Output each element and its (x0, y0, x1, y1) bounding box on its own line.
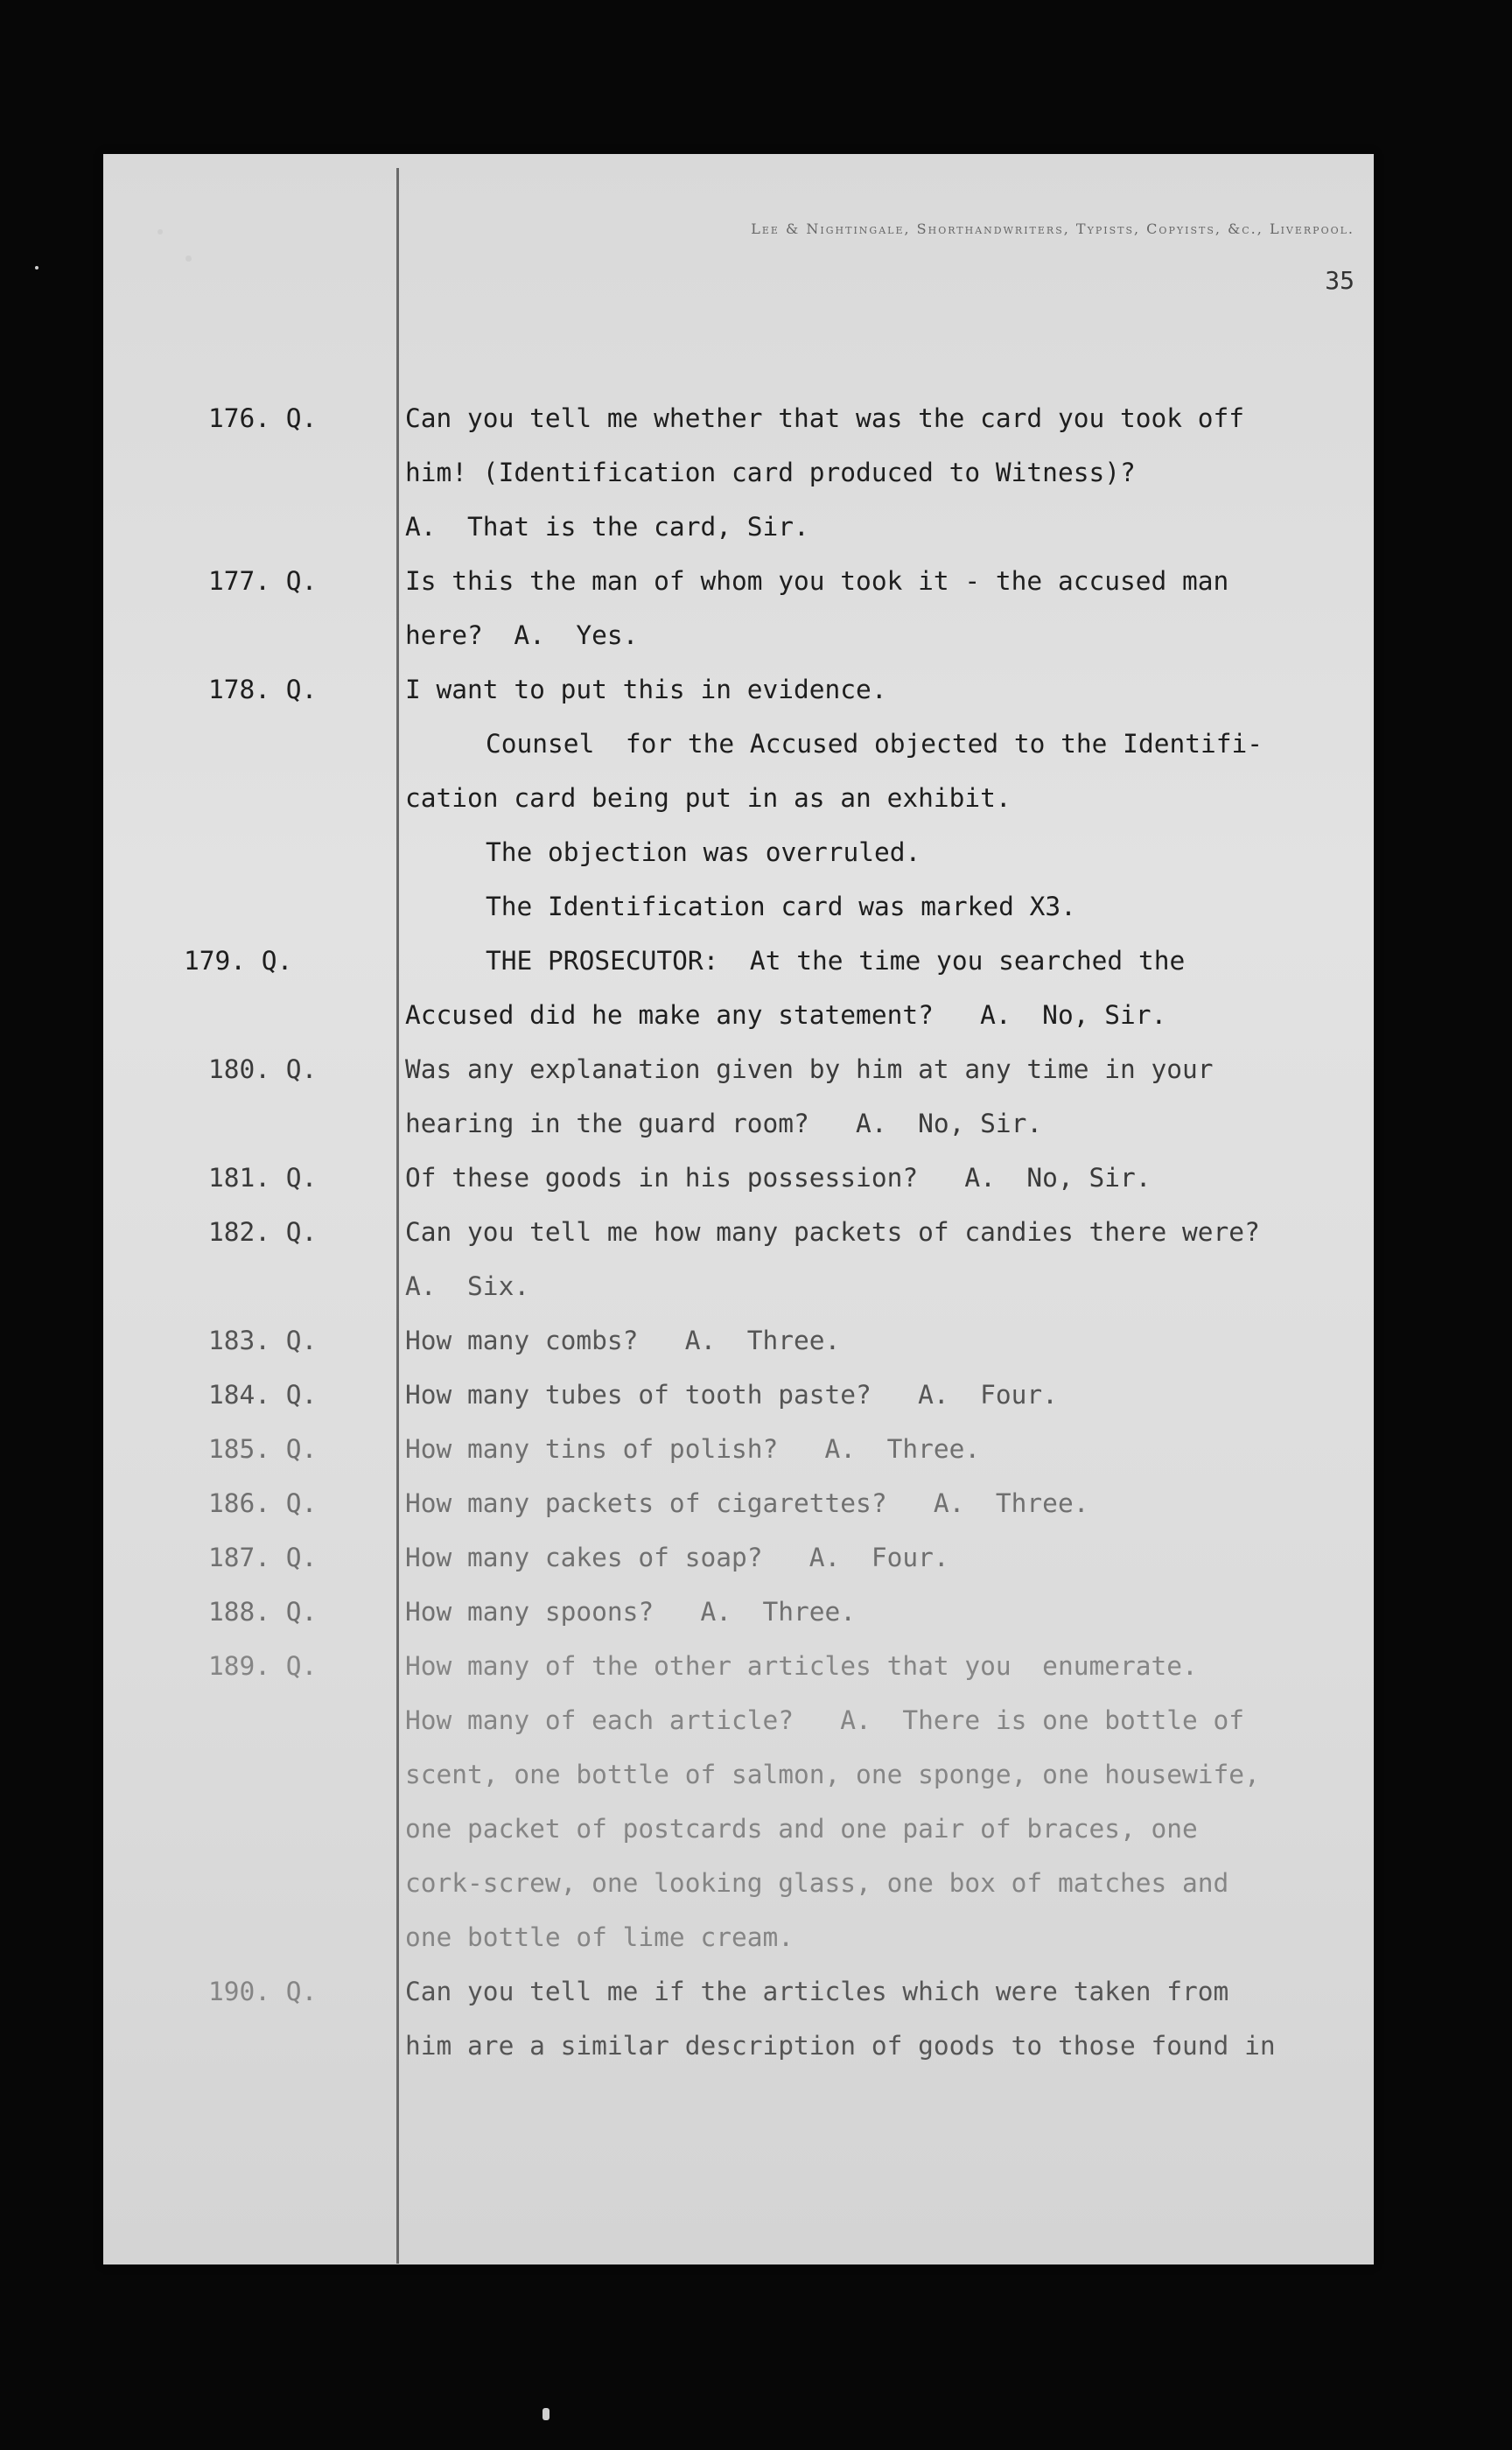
line-text: hearing in the guard room? A. No, Sir. (405, 1109, 1043, 1138)
line-text: him! (Identification card produced to Witness)? (405, 458, 1136, 487)
line-text: How many of each article? A. There is one bottle of (405, 1705, 1245, 1735)
transcript-line (103, 1531, 1374, 1584)
transcript-line (103, 1043, 1374, 1096)
transcript-line (103, 880, 1374, 933)
line-text: Was any explanation given by him at any time in your (405, 1054, 1214, 1084)
line-text: Can you tell me whether that was the card you took off (405, 403, 1245, 433)
page-number: 35 (1325, 266, 1354, 295)
transcript-line (103, 1802, 1374, 1855)
question-number: 186. Q. (208, 1488, 318, 1518)
question-number: 179. Q. (184, 946, 293, 976)
question-number: 183. Q. (208, 1326, 318, 1355)
question-number: 184. Q. (208, 1380, 318, 1410)
line-text: Of these goods in his possession? A. No, Sir. (405, 1163, 1152, 1193)
transcript-line (103, 1368, 1374, 1421)
printer-header: Lee & Nightingale, Shorthandwriters, Typists, Copyists, &c., Liverpool. (751, 220, 1354, 237)
transcript-line (103, 555, 1374, 607)
scan-speck (158, 229, 163, 234)
scan-speck (542, 2408, 550, 2420)
question-number: 187. Q. (208, 1543, 318, 1572)
transcript-line (103, 1748, 1374, 1801)
line-text: cork-screw, one looking glass, one box of matches and (405, 1868, 1229, 1898)
transcript-line (103, 1477, 1374, 1530)
transcript-line (103, 1314, 1374, 1367)
line-text: Counsel for the Accused objected to the Identifi- (486, 729, 1264, 759)
line-text: here? A. Yes. (405, 620, 639, 650)
question-number: 177. Q. (208, 566, 318, 596)
line-text: How many tubes of tooth paste? A. Four. (405, 1380, 1058, 1410)
question-number: 181. Q. (208, 1163, 318, 1193)
line-text: How many packets of cigarettes? A. Three. (405, 1488, 1089, 1518)
transcript-line (103, 1423, 1374, 1475)
document-page (103, 154, 1374, 2264)
question-number: 190. Q. (208, 1977, 318, 2006)
line-text: one bottle of lime cream. (405, 1922, 794, 1952)
transcript-line (103, 609, 1374, 662)
question-number: 188. Q. (208, 1597, 318, 1627)
question-number: 176. Q. (208, 403, 318, 433)
line-text: How many combs? A. Three. (405, 1326, 841, 1355)
scan-speck (35, 266, 38, 270)
transcript-line (103, 718, 1374, 770)
transcript-line (103, 934, 1374, 987)
line-text: I want to put this in evidence. (405, 675, 887, 704)
question-number: 185. Q. (208, 1434, 318, 1464)
transcript-line (103, 392, 1374, 444)
line-text: THE PROSECUTOR: At the time you searched the (486, 946, 1186, 976)
line-text: cation card being put in as an exhibit. (405, 783, 1012, 813)
question-number: 182. Q. (208, 1217, 318, 1247)
scan-speck (186, 256, 192, 262)
line-text: The Identification card was marked X3. (486, 892, 1076, 921)
transcript-line (103, 1857, 1374, 1909)
line-text: Is this the man of whom you took it - the accused man (405, 566, 1229, 596)
transcript-line (103, 1206, 1374, 1258)
transcript-line (103, 500, 1374, 553)
question-number: 178. Q. (208, 675, 318, 704)
line-text: Accused did he make any statement? A. No, Sir. (405, 1000, 1167, 1030)
line-text: How many spoons? A. Three. (405, 1597, 857, 1627)
line-text: Can you tell me how many packets of candies there were? (405, 1217, 1260, 1247)
line-text: How many of the other articles that you enumerate. (405, 1651, 1198, 1681)
line-text: A. That is the card, Sir. (405, 512, 809, 542)
line-text: scent, one bottle of salmon, one sponge, one housewife, (405, 1760, 1260, 1789)
transcript-line (103, 1260, 1374, 1312)
transcript-line (103, 663, 1374, 716)
line-text: How many tins of polish? A. Three. (405, 1434, 981, 1464)
transcript-line (103, 772, 1374, 824)
transcript-line (103, 1965, 1374, 2018)
question-number: 189. Q. (208, 1651, 318, 1681)
transcript-line (103, 2020, 1374, 2072)
transcript-line (103, 446, 1374, 499)
line-text: How many cakes of soap? A. Four. (405, 1543, 949, 1572)
line-text: one packet of postcards and one pair of braces, one (405, 1814, 1198, 1844)
transcript-line (103, 1097, 1374, 1150)
line-text: A. Six. (405, 1271, 530, 1301)
question-number: 180. Q. (208, 1054, 318, 1084)
transcript-line (103, 1586, 1374, 1638)
transcript-line (103, 1694, 1374, 1746)
line-text: him are a similar description of goods to those found in (405, 2031, 1276, 2061)
transcript-line (103, 826, 1374, 878)
line-text: Can you tell me if the articles which were taken from (405, 1977, 1229, 2006)
line-text: The objection was overruled. (486, 837, 921, 867)
transcript-line (103, 989, 1374, 1041)
transcript-line (103, 1152, 1374, 1204)
transcript-line (103, 1911, 1374, 1964)
transcript-line (103, 1640, 1374, 1692)
